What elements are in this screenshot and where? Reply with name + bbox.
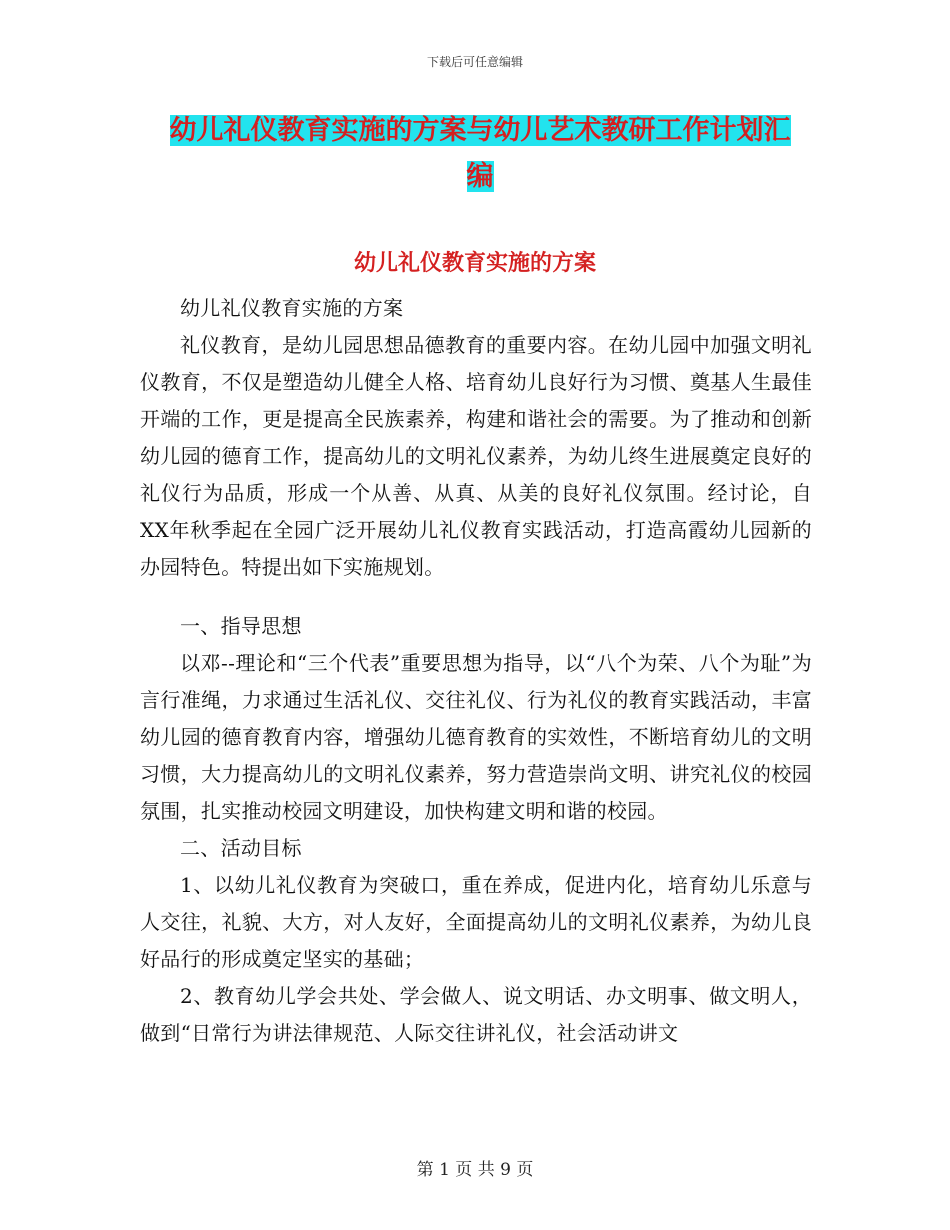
page-footer: 第 1 页 共 9 页 — [416, 1160, 534, 1180]
paragraph: 以邓--理论和“三个代表”重要思想为指导，以“八个为荣、八个为耻”为言行准绳，力求通过生活礼仪、交往礼仪、行为礼仪的教育实践活动，丰富幼儿园的德育教育内容，增强幼儿德育教育的实效性，不断培育幼儿的文明习惯，大力提高幼儿的文明礼仪素养，努力营造崇尚文明、讲究礼仪的校园氛围，扎实推动校园文明建设，加快构建文明和谐的校园。 — [140, 651, 812, 823]
paragraph: 礼仪教育，是幼儿园思想品德教育的重要内容。在幼儿园中加强文明礼仪教育，不仅是塑造幼儿健全人格、培育幼儿良好行为习惯、奠基人生最佳开端的工作，更是提高全民族素养，构建和谐社会的需要。为了推动和创新幼儿园的德育工作，提高幼儿的文明礼仪素养，为幼儿终生进展奠定良好的礼仪行为品质，形成一个从善、从真、从美的良好礼仪氛围。经讨论，自XX年秋季起在全园广泛开展幼儿礼仪教育实践活动，打造高霞幼儿园新的办园特色。特提出如下实施规划。 — [140, 333, 812, 579]
header-note: 下载后可任意编辑 — [426, 55, 523, 69]
section-title: 幼儿礼仪教育实施的方案 — [353, 250, 596, 276]
document-title-line2: 编 — [466, 161, 494, 192]
document-title — [140, 108, 820, 200]
document-body — [140, 290, 812, 1052]
paragraph: 2、教育幼儿学会共处、学会做人、说文明话、办文明事、做文明人，做到“日常行为讲法律规范、人际交往讲礼仪，社会活动讲文 — [140, 984, 812, 1045]
paragraph: 1、以幼儿礼仪教育为突破口，重在养成，促进内化，培育幼儿乐意与人交往，礼貌、大方，对人友好，全面提高幼儿的文明礼仪素养，为幼儿良好品行的形成奠定坚实的基础； — [140, 873, 812, 971]
paragraph-heading: 二、活动目标 — [180, 836, 302, 860]
paragraph: 幼儿礼仪教育实施的方案 — [180, 296, 404, 320]
paragraph-heading: 一、指导思想 — [180, 614, 302, 638]
document-title-line1: 幼儿礼仪教育实施的方案与幼儿艺术教研工作计划汇 — [169, 115, 791, 146]
